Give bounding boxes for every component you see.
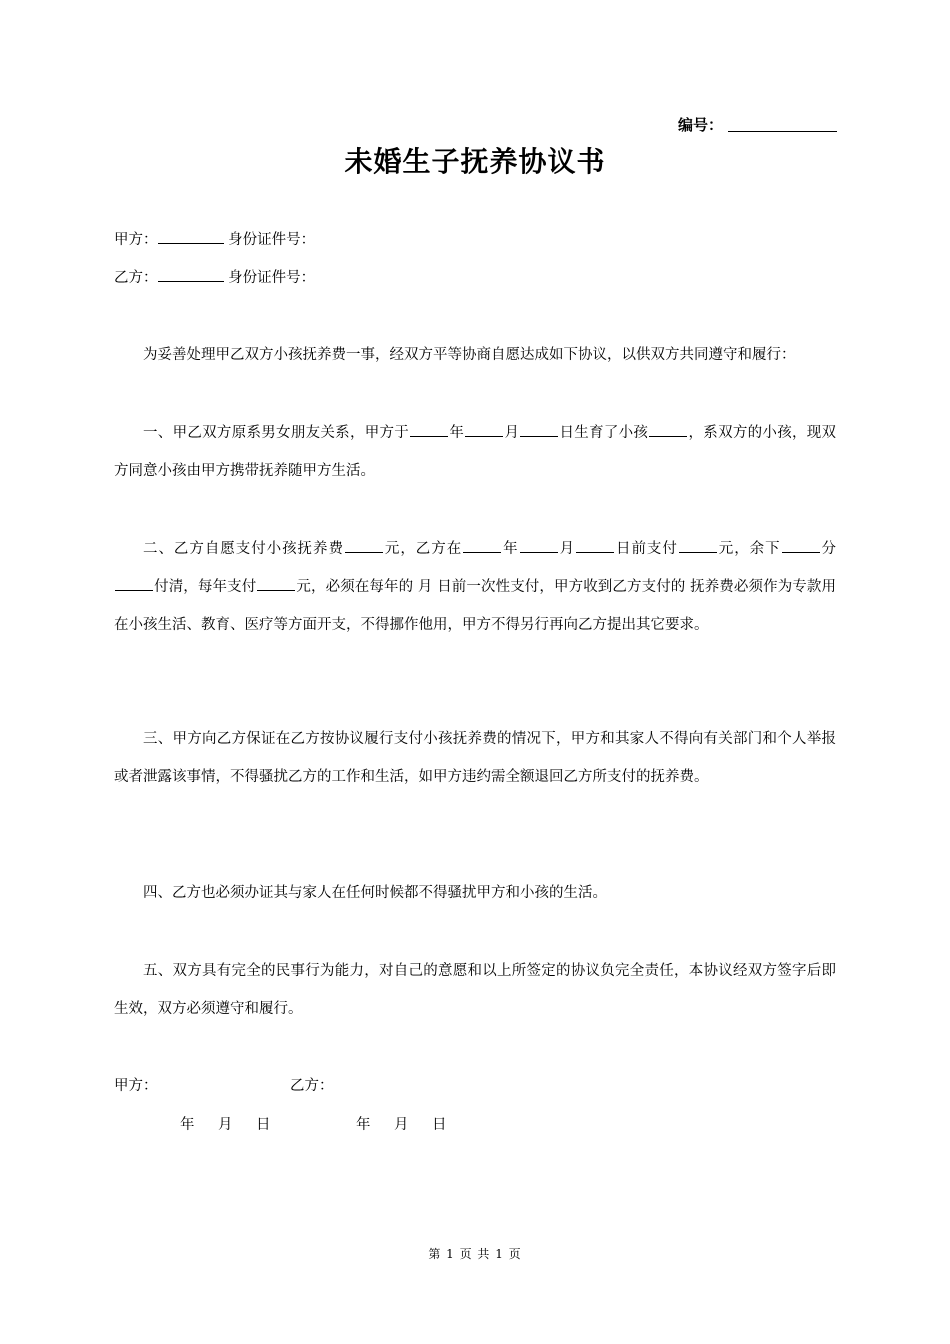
date-year: 年 — [180, 1117, 195, 1133]
clause-1-text: 年 — [449, 425, 465, 441]
clause-3: 三、甲方向乙方保证在乙方按协议履行支付小孩抚养费的情况下，甲方和其家人不得向有关部门和个人举报或者泄露该事情，不得骚扰乙方的工作和生活，如甲方违约需全额退回乙方所支付的抚养费。 — [114, 731, 836, 785]
party-b-id-label: 身份证件号： — [228, 270, 316, 286]
blank — [463, 551, 501, 553]
blank — [520, 551, 558, 553]
blank — [465, 435, 503, 437]
date-day: 日 — [432, 1117, 447, 1133]
serial-number-blank — [728, 131, 837, 132]
signature-party-a-label: 甲方： — [114, 1078, 158, 1094]
party-a-label: 甲方： — [114, 232, 158, 248]
blank — [345, 551, 383, 553]
clause-1-text: 一、甲乙双方原系男女朋友关系，甲方于 — [143, 425, 410, 441]
clause-1-text: 日生育了小孩 — [559, 425, 649, 441]
party-a-name-blank — [158, 242, 224, 244]
clause-4: 四、乙方也必须办证其与家人在任何时候都不得骚扰甲方和小孩的生活。 — [143, 885, 607, 901]
date-year: 年 — [356, 1117, 371, 1133]
signature-date-b — [356, 1113, 447, 1134]
blank — [679, 551, 717, 553]
blank — [649, 435, 687, 437]
clause-2-text: 元，余下 — [717, 541, 781, 557]
clause-2 — [114, 530, 836, 644]
page-footer: 第 1 页 共 1 页 — [428, 1247, 522, 1261]
clause-2-text: 元，必须在每年的 月 日前一次性支付，甲方收到乙方支付的 抚养费必须作为专款用在小孩生活、教育、医疗等方面开支，不得挪作他用，甲方不得另行再向乙方提出其它要求。 — [114, 579, 836, 633]
clause-2-text: 日前支付 — [615, 541, 678, 557]
blank — [520, 435, 558, 437]
intro-paragraph — [114, 336, 836, 374]
date-day: 日 — [256, 1117, 271, 1133]
clause-2-text: 二、乙方自愿支付小孩抚养费 — [143, 541, 344, 557]
clause-1-text: ，系双方的小孩，现双方同意小孩由甲方携带抚养随甲方生活。 — [114, 425, 837, 479]
clause-2-text: 月 — [558, 541, 576, 557]
date-month: 月 — [394, 1117, 409, 1133]
party-a-id-label: 身份证件号： — [228, 232, 316, 248]
clause-5: 五、双方具有完全的民事行为能力，对自己的意愿和以上所签定的协议负完全责任，本协议经双方签字后即生效，双方必须遵守和履行。 — [114, 963, 836, 1017]
clause-2-text: 年 — [502, 541, 519, 557]
serial-number-label: 编号： — [678, 116, 724, 134]
blank — [257, 589, 295, 591]
clause-2-text: 元，乙方在 — [383, 541, 463, 557]
clause-1-text: 月 — [504, 425, 520, 441]
clause-1 — [114, 414, 836, 490]
document-title: 未婚生子抚养协议书 — [344, 145, 606, 178]
blank — [410, 435, 448, 437]
party-b-name-blank — [158, 280, 224, 282]
clause-2-text: 付清，每年支付 — [154, 579, 257, 595]
party-b-line — [114, 266, 315, 287]
party-a-line — [114, 228, 315, 249]
date-month: 月 — [218, 1117, 233, 1133]
signature-date-a — [180, 1113, 271, 1134]
intro-text: 为妥善处理甲乙双方小孩抚养费一事，经双方平等协商自愿达成如下协议，以供双方共同遵守和履行： — [143, 347, 796, 363]
party-b-label: 乙方： — [114, 270, 158, 286]
signature-party-b-label: 乙方： — [290, 1078, 334, 1094]
blank — [115, 589, 153, 591]
blank — [576, 551, 614, 553]
clause-2-text: 分 — [820, 541, 837, 557]
blank — [782, 551, 820, 553]
